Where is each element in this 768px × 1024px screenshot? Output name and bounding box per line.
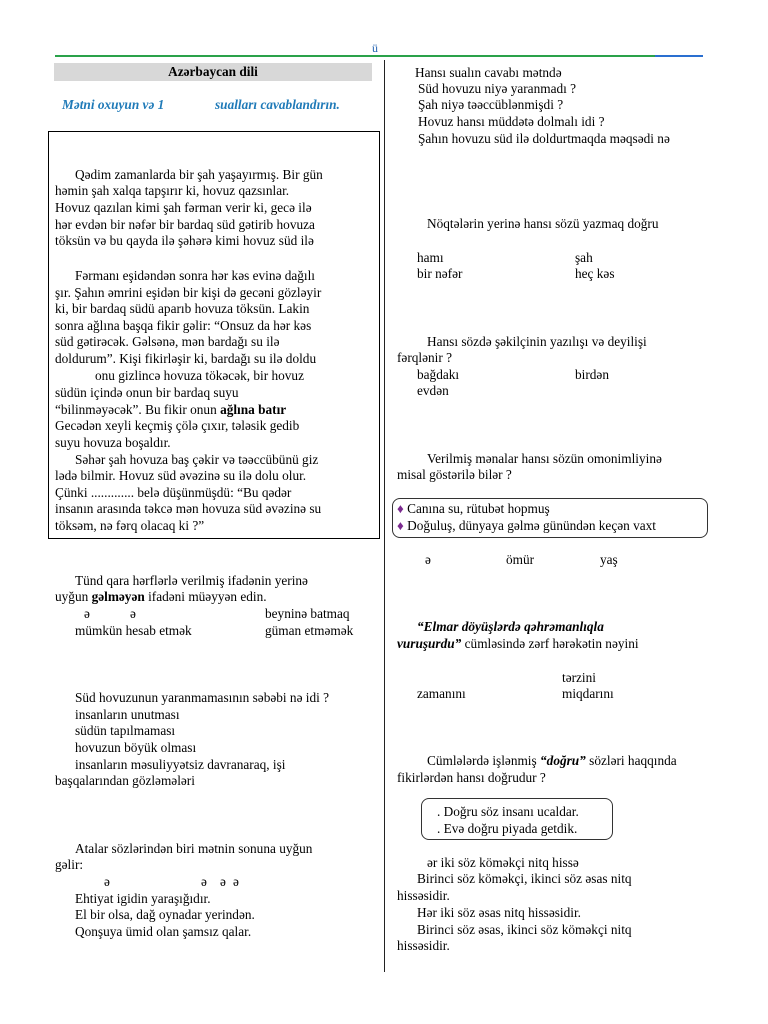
passage-line: Qədim zamanlarda bir şah yaşayırmış. Bir gün — [75, 167, 323, 182]
diamond-icon: ♦ — [397, 518, 404, 533]
passage-line — [55, 402, 286, 418]
instruction-part-b: sualları cavablandırın. — [215, 97, 340, 112]
answer-option[interactable]: heç kəs — [575, 266, 615, 281]
header-mark: ü — [372, 41, 378, 55]
answer-option[interactable]: beyninə batmaq — [265, 606, 350, 621]
question-text: misal göstərilə bilər ? — [397, 467, 512, 482]
answer-option[interactable]: mümkün hesab etmək — [75, 623, 192, 638]
passage-line: ki, bir bardaq südü aparıb hovuza töksün. Lakin — [55, 301, 310, 316]
passage-line: Fərmanı eşidəndən sonra hər kəs evinə dağılı — [75, 268, 316, 283]
quote-text: “Elmar döyüşlərdə qəhrəmanlıqla — [417, 619, 604, 634]
answer-option[interactable]: bir nəfər — [417, 266, 463, 281]
question-text: Verilmiş mənalar hansı sözün omonimliyinə — [427, 451, 662, 466]
answer-option[interactable]: ömür — [506, 552, 535, 567]
answer-option[interactable]: yaş — [600, 552, 618, 567]
answer-option[interactable]: El bir olsa, dağ oynadar yerindən. — [75, 907, 255, 922]
answer-option-continued: hissəsidir. — [397, 938, 450, 953]
answer-option[interactable]: güman etməmək — [265, 623, 354, 638]
answer-option[interactable]: şah — [575, 250, 593, 265]
answer-option[interactable]: birdən — [575, 367, 609, 382]
answer-option[interactable]: Birinci söz köməkçi, ikinci söz əsas nitq — [417, 871, 632, 886]
answer-option[interactable]: miqdarını — [562, 686, 614, 701]
question-text: fikirlərdən hansı doğrudur ? — [397, 770, 546, 785]
passage-line: Səhər şah hovuza baş çəkir və təəccübünü giz — [75, 452, 319, 467]
option-marker: ə — [425, 552, 431, 567]
question-text: vuruşurdu” cümləsində zərf hərəkətin nəyini — [397, 636, 639, 651]
option-marker: ə — [220, 874, 226, 889]
option-marker: ə — [233, 874, 239, 889]
question-text: Atalar sözlərindən biri mətnin sonuna uyğun — [75, 841, 313, 856]
header-rule-accent — [655, 55, 703, 57]
answer-option[interactable]: Ehtiyat igidin yaraşığıdır. — [75, 891, 211, 906]
passage-line: töksün və bu qayda ilə şəhərə kimi hovuz süd ilə — [55, 233, 314, 248]
passage-line: onu gizlincə hovuza tökəcək, bir hovuz — [95, 368, 304, 383]
answer-option[interactable]: Hər iki söz əsas nitq hissəsidir. — [417, 905, 581, 920]
instruction-part-a: Mətni oxuyun və 1 — [62, 97, 165, 112]
question-text: Tünd qara hərflərlə verilmiş ifadənin yerinə — [75, 573, 308, 588]
passage-line: lədə bilmir. Hovuz süd əvəzinə su ilə dolu olur. — [55, 468, 307, 483]
passage-line: töksəm, nə fərq olacaq ki ?” — [55, 518, 205, 533]
page-title: Azərbaycan dili — [168, 64, 258, 79]
option-marker: ə — [84, 606, 90, 621]
passage-line: Hovuz qazılan kimi şah fərman verir ki, gecə ilə — [55, 200, 312, 215]
answer-option-continued: başqalarından gözləmələri — [55, 773, 195, 788]
question-text: uyğun gəlməyən ifadəni müəyyən edin. — [55, 589, 267, 604]
question-text: Hansı sözdə şəkilçinin yazılışı və deyilişi — [427, 334, 647, 349]
answer-option-continued: hissəsidir. — [397, 888, 450, 903]
answer-option[interactable]: evdən — [417, 383, 449, 398]
answer-option[interactable]: Şahın hovuzu süd ilə doldurtmaqda məqsədi nə — [418, 131, 670, 146]
question-text: fərqlənir ? — [397, 350, 452, 365]
passage-line: Çünki ............. belə düşünmüşdü: “Bu qədər — [55, 485, 292, 500]
passage-line: şır. Şahın əmrini eşidən bir kişi də gecəni gözləyir — [55, 285, 322, 300]
question-text: Süd hovuzunun yaranmamasının səbəbi nə idi ? — [75, 690, 330, 705]
question-text: Cümlələrdə işlənmiş “doğru” sözləri haqqında — [427, 753, 677, 768]
option-marker: ə — [104, 874, 110, 889]
answer-option[interactable]: tərzini — [562, 670, 596, 685]
passage-line: suyu hovuza boşaldır. — [55, 435, 171, 450]
column-divider — [384, 60, 385, 972]
answer-option[interactable]: hovuzun böyük olması — [75, 740, 197, 755]
meaning-item: ♦ Doğuluş, dünyaya gəlmə günündən keçən vaxt — [397, 518, 657, 533]
emphasis-word: gəlməyən — [91, 589, 145, 604]
passage-line: həmin şah xalqa tapşırır ki, hovuz qazsınlar. — [55, 183, 290, 198]
answer-option[interactable]: Qonşuya ümid olan şamsız qalar. — [75, 924, 252, 939]
passage-text: “bilinməyəcək”. Bu fikir onun — [55, 402, 217, 417]
passage-line: südün içində onun bir bardaq suyu — [55, 385, 239, 400]
answer-option[interactable]: insanların unutması — [75, 707, 180, 722]
option-marker: ə — [130, 606, 136, 621]
example-sentence: . Evə doğru piyada getdik. — [437, 821, 578, 836]
bold-phrase: ağlına batır — [220, 402, 287, 417]
passage-line: hər evdən bir nəfər bir bardaq süd gətirib hovuza — [55, 217, 315, 232]
answer-option[interactable]: ər iki söz köməkçi nitq hissə — [427, 855, 579, 870]
passage-line: Gecədən xeyli keçmiş çölə çıxır, tələsik gedib — [55, 418, 300, 433]
answer-option[interactable]: Şah niyə təəccüblənmişdi ? — [418, 97, 564, 112]
passage-line: süd gətirəcək. Gəlsənə, mən bardağı su ilə — [55, 334, 280, 349]
passage-line: doldurum”. Kişi fikirləşir ki, bardağı su ilə doldu — [55, 351, 317, 366]
question-text: Nöqtələrin yerinə hansı sözü yazmaq doğru — [427, 216, 659, 231]
answer-option[interactable]: zamanını — [417, 686, 466, 701]
question-text: Hansı sualın cavabı mətndə — [415, 65, 562, 80]
question-text: gəlir: — [55, 857, 84, 872]
answer-option[interactable]: bağdakı — [417, 367, 460, 382]
answer-option[interactable]: hamı — [417, 250, 444, 265]
example-sentence: . Doğru söz insanı ucaldar. — [437, 804, 579, 819]
answer-option[interactable]: Hovuz hansı müddətə dolmalı idi ? — [418, 114, 605, 129]
option-marker: ə — [201, 874, 207, 889]
answer-option[interactable]: südün tapılmaması — [75, 723, 176, 738]
passage-line: sonra ağlına başqa fikir gəlir: “Onsuz da hər kəs — [55, 318, 312, 333]
meaning-item: ♦ Canına su, rütubət hopmuş — [397, 501, 550, 516]
answer-option[interactable]: insanların məsuliyyətsiz davranaraq, işi — [75, 757, 286, 772]
diamond-icon: ♦ — [397, 501, 404, 516]
answer-option[interactable]: Süd hovuzu niyə yaranmadı ? — [418, 81, 577, 96]
passage-line: insanın arasında təkcə mən hovuza süd əvəzinə su — [55, 501, 322, 516]
header-rule — [55, 55, 655, 57]
answer-option[interactable]: Birinci söz əsas, ikinci söz köməkçi nitq — [417, 922, 632, 937]
